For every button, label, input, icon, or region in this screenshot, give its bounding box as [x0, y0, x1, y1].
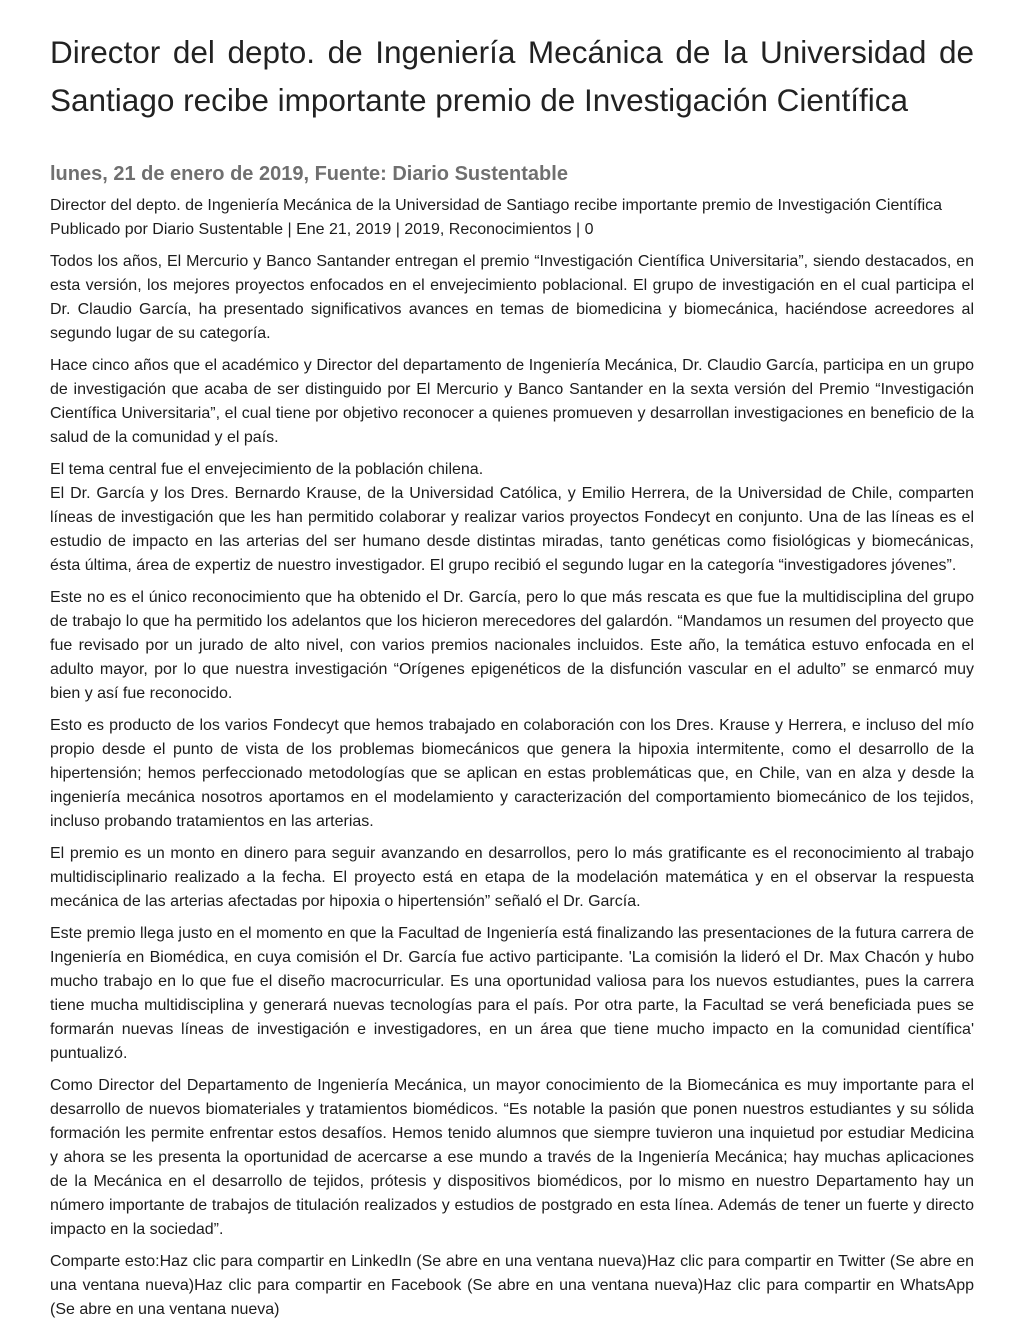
central-theme: El tema central fue el envejecimiento de la población chilena.: [50, 461, 484, 478]
paragraph: Hace cinco años que el académico y Director del departamento de Ingeniería Mecánica, Dr. Claudio García, participa en un grupo de investigación que acaba de ser distinguido por El Mercurio y Banco Santander en la sexta versión del Premio “Investigación Científica Universitaria”, el cual tiene por objetivo reconocer a quienes promueven y desarrollan investigaciones en beneficio de la salud de la comunidad y el país.: [50, 357, 974, 446]
article-byline: Publicado por Diario Sustentable | Ene 21, 2019 | 2019, Reconocimientos | 0: [50, 221, 594, 238]
paragraph: El premio es un monto en dinero para seguir avanzando en desarrollos, pero lo más gratificante es el reconocimiento al trabajo multidisciplinario realizado a la fecha. El proyecto está en etapa de la modelación matemática y en el observar la respuesta mecánica de las arterias afectadas por hipoxia o hipertensión” señaló el Dr. García.: [50, 845, 974, 910]
article-subtitle: Director del depto. de Ingeniería Mecánica de la Universidad de Santiago recibe importante premio de Investigación Científica: [50, 197, 943, 214]
share-facebook-link[interactable]: Haz clic para compartir en Facebook (Se abre en una ventana nueva): [194, 1277, 704, 1294]
paragraph: Esto es producto de los varios Fondecyt que hemos trabajado en colaboración con los Dres. Krause y Herrera, e incluso del mío propio desde el punto de vista de los problemas biomecánicos que genera la hipoxia intermitente, como el desarrollo de la hipertensión; hemos perfeccionado metodologías que se aplican en estas problemáticas que, en Chile, van en alza y desde la ingeniería mecánica nosotros aportamos en el modelamiento y caracterización del comportamiento biomecánico de los tejidos, incluso probando tratamientos en las arterias.: [50, 717, 974, 830]
paragraph: Como Director del Departamento de Ingeniería Mecánica, un mayor conocimiento de la Biomecánica es muy importante para el desarrollo de nuevos biomateriales y tratamientos biomédicos. “Es notable la pasión que ponen nuestros estudiantes y su sólida formación les permite enfrentar estos desafíos. Hemos tenido alumnos que siempre tuvieron una inquietud por estudiar Medicina y ahora se les presenta la oportunidad de acercarse a ese mundo a través de la Ingeniería Mecánica; hay muchas aplicaciones de la Mecánica en el desarrollo de tejidos, prótesis y dispositivos biomédicos, por lo mismo en nuestro Departamento hay un número importante de trabajos de titulación realizados y estudios de postgrado en esta línea. Además de tener un fuerte y directo impacto en la sociedad”.: [50, 1077, 974, 1238]
article-header-block: [50, 194, 974, 242]
share-whatsapp-link[interactable]: Haz clic para compartir en WhatsApp (Se abre en una ventana nueva): [50, 1277, 975, 1318]
paragraph: Este premio llega justo en el momento en que la Facultad de Ingeniería está finalizando las presentaciones de la futura carrera de Ingeniería en Biomédica, en cuya comisión el Dr. García fue activo participante. 'La comisión la lideró el Dr. Max Chacón y hubo mucho trabajo en lo que fue el diseño macrocurricular. Es una oportunidad valiosa para los nuevos estudiantes, pues la carrera tiene mucha multidisciplina y generará nuevas tecnologías para el país. Por otra parte, la Facultad se verá beneficiada pues se formarán nuevas líneas de investigación e investigadores, en un área que tiene mucho impacto en la comunidad científica' puntualizó.: [50, 925, 974, 1062]
paragraph: Este no es el único reconocimiento que ha obtenido el Dr. García, pero lo que más rescata es que fue la multidisciplina del grupo de trabajo lo que ha permitido los adelantos que los hicieron merecedores del galardón. “Mandamos un resumen del proyecto que fue revisado por un jurado de alto nivel, con varios premios nacionales incluidos. Este año, la temática estuvo enfocada en el adulto mayor, por lo que nuestra investigación “Orígenes epigenéticos de la disfunción vascular en el adulto” se enmarcó muy bien y así fue reconocido.: [50, 589, 974, 702]
paragraph: El Dr. García y los Dres. Bernardo Krause, de la Universidad Católica, y Emilio Herrera, de la Universidad de Chile, comparten líneas de investigación que les han permitido colaborar y realizar varios proyectos Fondecyt en conjunto. Una de las líneas es el estudio de impacto en las arterias del ser humano desde distintas miradas, tanto genéticas como fisiológicas y biomecánicas, ésta última, área de expertiz de nuestro investigador. El grupo recibió el segundo lugar en la categoría “investigadores jóvenes”.: [50, 485, 974, 574]
article-dateline: lunes, 21 de enero de 2019, Fuente: Diario Sustentable: [50, 163, 568, 185]
share-label: Comparte esto:: [50, 1253, 160, 1270]
share-linkedin-link[interactable]: Haz clic para compartir en LinkedIn (Se abre en una ventana nueva): [159, 1253, 647, 1270]
article-title: Director del depto. de Ingeniería Mecánica de la Universidad de Santiago recibe importante premio de Investigación Científica: [50, 34, 974, 118]
paragraph: Todos los años, El Mercurio y Banco Santander entregan el premio “Investigación Científica Universitaria”, siendo destacados, en esta versión, los mejores proyectos enfocados en el envejecimiento poblacional. El grupo de investigación en el cual participa el Dr. Claudio García, ha presentado significativos avances en temas de biomedicina y biomecánica, haciéndose acreedores al segundo lugar de su categoría.: [50, 253, 974, 342]
share-section: [50, 1250, 974, 1322]
share-twitter-link[interactable]: Haz clic para compartir en Twitter (Se abre en una ventana nueva): [50, 1253, 975, 1294]
paragraph-block: [50, 458, 974, 578]
